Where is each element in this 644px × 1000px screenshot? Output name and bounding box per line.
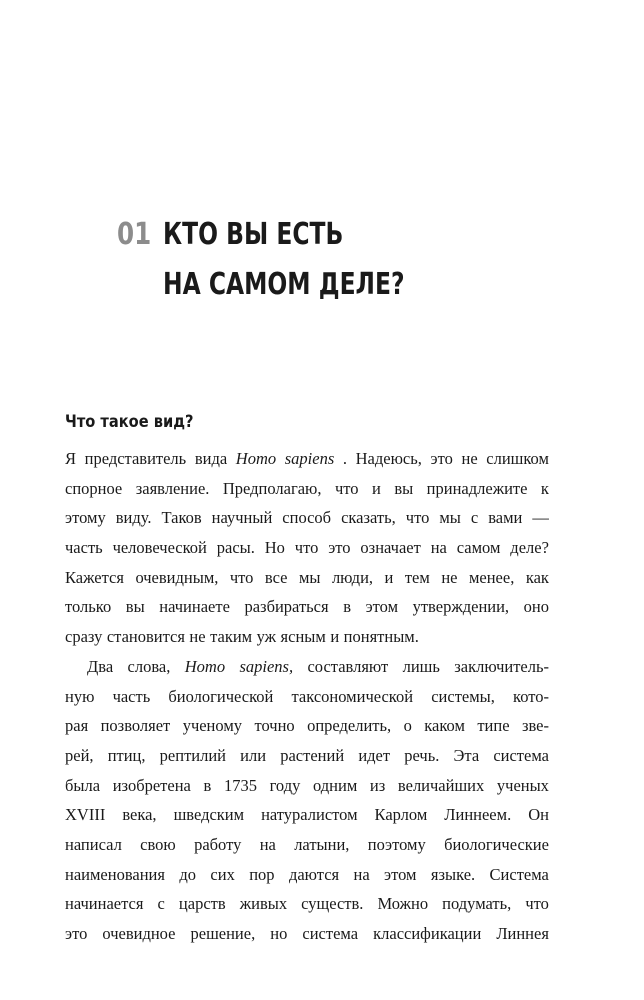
text-word: идет (358, 745, 391, 765)
text-word: Homo (235, 449, 277, 468)
text-word: каком (424, 716, 465, 736)
text-word: виду. (115, 508, 152, 528)
text-line (65, 682, 549, 712)
text-word: . (342, 449, 348, 468)
text-word: заявление. (135, 478, 210, 498)
text-line (65, 444, 549, 474)
text-word: была (65, 775, 101, 795)
text-word: начинается (65, 894, 144, 914)
text-word: из (369, 775, 386, 795)
text-word: очевидным, (135, 567, 219, 587)
text-word: века, (122, 805, 157, 825)
text-word: вы (125, 597, 145, 617)
text-line (65, 533, 549, 563)
text-word: только (65, 597, 112, 617)
text-word: сказать, (341, 508, 396, 528)
text-word: способ (282, 508, 332, 528)
text-line (65, 860, 549, 890)
text-word: наименования (65, 864, 165, 884)
text-word: и (384, 567, 394, 587)
text-word: шведским (173, 805, 245, 825)
text-word: это (65, 924, 88, 943)
text-line (65, 474, 549, 504)
text-word: живых (239, 894, 288, 914)
text-word: представитель (84, 449, 187, 468)
text-word: рей, (65, 745, 94, 765)
text-word: XVIII (65, 805, 106, 825)
text-word: речь. (404, 745, 440, 765)
text-line (65, 652, 549, 682)
text-word: спорное (65, 478, 123, 498)
text-word: лишь (402, 656, 440, 676)
text-word: — (532, 508, 549, 528)
text-word: мы (298, 567, 321, 587)
text-word: рептилий (159, 745, 227, 765)
text-word: этом (384, 864, 417, 884)
text-word: становится (106, 627, 185, 647)
text-word: Можно (377, 894, 429, 914)
text-word: разбираться (244, 597, 329, 617)
text-word: этому (65, 508, 106, 528)
text-word: году (269, 775, 301, 795)
text-word: ясным (280, 627, 326, 647)
text-word: системы, (431, 686, 495, 706)
text-line (65, 503, 549, 533)
text-word: Линнея (496, 924, 549, 943)
text-word: определить, (307, 716, 392, 736)
text-word: царств (178, 894, 226, 914)
text-word: заключитель- (454, 656, 549, 676)
text-word: пор (249, 864, 275, 884)
text-word: поэтому (367, 834, 426, 854)
text-word: к (540, 478, 549, 498)
text-word: часть (65, 538, 103, 558)
text-word: Надеюсь, (355, 449, 422, 468)
text-word: Homo (184, 656, 226, 676)
text-word: сразу (65, 627, 103, 647)
text-word: Он (528, 805, 549, 825)
text-word: Я (65, 449, 77, 468)
text-word: самом (456, 538, 501, 558)
text-line (65, 830, 549, 860)
chapter-title-line-2: НА САМОМ ДЕЛЕ? (163, 267, 405, 302)
text-word: в (343, 597, 351, 617)
text-word: начинаете (159, 597, 230, 617)
text-word: но (270, 924, 288, 943)
text-word: латыни, (294, 834, 350, 854)
text-word: на (353, 864, 370, 884)
text-line (65, 711, 549, 741)
text-line (65, 563, 549, 593)
text-word: Предполагаю, (222, 478, 322, 498)
text-word: этом (365, 597, 399, 617)
text-word: языке. (430, 864, 476, 884)
text-word: вида (194, 449, 228, 468)
text-word: ученому (182, 716, 243, 736)
text-word: означает (360, 538, 421, 558)
text-word: что (294, 538, 319, 558)
text-word: все (264, 567, 288, 587)
text-word: с (157, 894, 165, 914)
text-word: 1735 (223, 775, 257, 795)
text-word: кото- (513, 686, 549, 706)
text-word: слишком (486, 449, 549, 468)
text-word: система (493, 745, 549, 765)
text-word: не (461, 449, 478, 468)
chapter-title (163, 210, 405, 310)
text-line (65, 800, 549, 830)
text-word: мы (439, 508, 461, 528)
section-heading: Что такое вид? (65, 412, 194, 432)
text-line (65, 919, 549, 949)
text-word: не (189, 627, 206, 647)
text-word: научный (211, 508, 273, 528)
body-text (65, 444, 549, 949)
text-word: написал (65, 834, 122, 854)
text-word: изобретена (112, 775, 191, 795)
text-line (65, 741, 549, 771)
chapter-header (117, 210, 473, 310)
text-word: существ. (301, 894, 364, 914)
text-word: что (334, 478, 359, 498)
text-word: ную (65, 686, 95, 706)
text-word: величайших (397, 775, 485, 795)
text-word: птиц, (107, 745, 146, 765)
text-word: вы (394, 478, 414, 498)
text-word: расы. (216, 538, 255, 558)
text-word: о (403, 716, 412, 736)
text-word: уж (256, 627, 277, 647)
text-word: растений (280, 745, 345, 765)
text-line (65, 622, 549, 652)
text-line (65, 889, 549, 919)
text-word: оно (523, 597, 549, 617)
text-word: что (405, 508, 430, 528)
text-word: sapiens, (239, 656, 294, 676)
text-word: Два (87, 656, 114, 676)
text-word: на (430, 538, 447, 558)
text-word: Карлом (374, 805, 428, 825)
text-word: как (525, 567, 549, 587)
text-word: в (203, 775, 212, 795)
text-word: или (240, 745, 267, 765)
text-word: Система (489, 864, 549, 884)
text-word: принадлежите (426, 478, 528, 498)
text-word: это (430, 449, 453, 468)
text-word: натуралистом (261, 805, 358, 825)
text-word: понятным. (343, 627, 419, 647)
text-word: не (441, 567, 458, 587)
text-word: ученых (496, 775, 549, 795)
text-word: Линнеем. (444, 805, 512, 825)
text-word: sapiens (284, 449, 335, 468)
text-word: слова, (127, 656, 171, 676)
text-word: составляют (307, 656, 389, 676)
text-word: с (470, 508, 479, 528)
text-word: точно (254, 716, 295, 736)
text-word: Эта (453, 745, 480, 765)
text-word: менее, (468, 567, 515, 587)
text-word: свою (140, 834, 176, 854)
text-word: и (372, 478, 381, 498)
text-word: классификации (373, 924, 482, 943)
text-word: биологической (168, 686, 274, 706)
text-word: на (259, 834, 276, 854)
text-word: это (328, 538, 351, 558)
text-word: утверждении, (412, 597, 510, 617)
text-word: часть (112, 686, 151, 706)
text-word: система (302, 924, 359, 943)
text-word: и (330, 627, 340, 647)
text-word: даются (288, 864, 340, 884)
text-word: работу (194, 834, 242, 854)
text-word: сих (210, 864, 235, 884)
text-word: Таков (161, 508, 202, 528)
text-word: очевидное (102, 924, 176, 943)
text-word: таким (210, 627, 253, 647)
text-word: тем (404, 567, 430, 587)
text-word: подумать, (442, 894, 512, 914)
text-word: позволяет (100, 716, 171, 736)
text-word: вами (488, 508, 523, 528)
text-word: таксономической (291, 686, 414, 706)
text-word: Но (264, 538, 285, 558)
text-word: человеческой (112, 538, 207, 558)
text-word: что (525, 894, 549, 914)
text-word: Кажется (65, 567, 124, 587)
text-word: одним (313, 775, 358, 795)
text-word: решение, (190, 924, 256, 943)
text-line (65, 771, 549, 801)
text-word: люди, (331, 567, 374, 587)
text-word: до (179, 864, 197, 884)
chapter-number: 01 (117, 217, 152, 252)
text-word: зве- (521, 716, 549, 736)
text-word: что (229, 567, 254, 587)
chapter-title-line-1: КТО ВЫ ЕСТЬ (163, 217, 344, 252)
text-word: рая (65, 716, 89, 736)
text-line (65, 592, 549, 622)
text-word: типе (477, 716, 510, 736)
text-word: деле? (510, 538, 549, 558)
text-word: биологические (444, 834, 549, 854)
